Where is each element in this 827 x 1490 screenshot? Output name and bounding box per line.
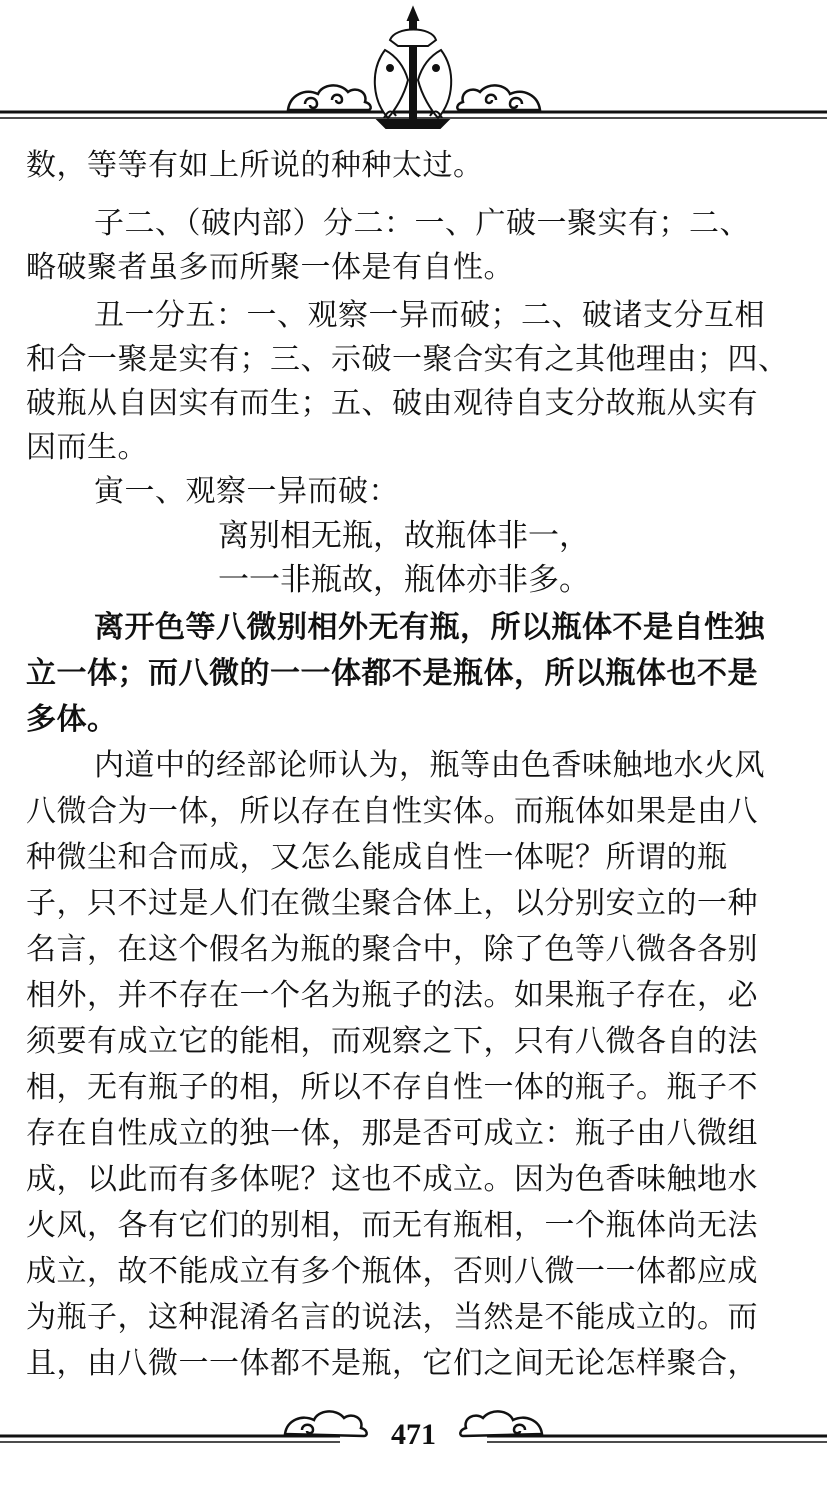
- central-emblem: [375, 8, 451, 128]
- right-cloud-icon: [457, 85, 540, 110]
- section-heading-yin1: 寅一、观察一异而破：: [94, 474, 399, 509]
- body-line: 相，无有瓶子的相，所以不存自性一体的瓶子。瓶子不: [26, 1070, 758, 1105]
- body-line: 相外，并不存在一个名为瓶子的法。如果瓶子存在，必: [26, 978, 758, 1013]
- body-line: 种微尘和合而成，又怎么能成自性一体呢？所谓的瓶: [26, 840, 728, 875]
- body-line: 为瓶子，这种混淆名言的说法，当然是不能成立的。而: [26, 1300, 758, 1335]
- text-line: 破瓶从自因实有而生；五、破由观待自支分故瓶从实有: [26, 386, 758, 421]
- section-heading-chou1: 丑一分五：一、观察一异而破；二、破诸支分互相: [94, 298, 765, 333]
- verse-line: 离别相无瓶，故瓶体非一，: [218, 518, 590, 554]
- body-line: 成，以此而有多体呢？这也不成立。因为色香味触地水: [26, 1162, 758, 1197]
- text-line: 因而生。: [26, 430, 148, 465]
- text-line: 和合一聚是实有；三、示破一聚合实有之其他理由；四、: [26, 342, 789, 377]
- left-cloud-icon: [288, 85, 371, 110]
- section-heading-zi2: 子二、（破内部）分二：一、广破一聚实有；二、: [94, 206, 750, 241]
- commentary-line: 多体。: [26, 702, 118, 737]
- page-number: 471: [391, 1418, 436, 1451]
- body-line: 须要有成立它的能相，而观察之下，只有八微各自的法: [26, 1024, 758, 1059]
- commentary-line: 离开色等八微别相外无有瓶，所以瓶体不是自性独: [94, 610, 765, 645]
- text-line: 略破聚者虽多而所聚一体是有自性。: [26, 250, 514, 285]
- body-line: 存在自性成立的独一体，那是否可成立：瓶子由八微组: [26, 1116, 758, 1151]
- commentary-line: 立一体；而八微的一一体都不是瓶体，所以瓶体也不是: [26, 656, 758, 691]
- body-line: 八微合为一体，所以存在自性实体。而瓶体如果是由八: [26, 794, 758, 829]
- body-line: 名言，在这个假名为瓶的聚合中，除了色等八微各各别: [26, 932, 758, 967]
- header-emblem-icon: [0, 0, 827, 135]
- body-line: 内道中的经部论师认为，瓶等由色香味触地水火风: [94, 748, 765, 783]
- verse-line: 一一非瓶故，瓶体亦非多。: [218, 562, 590, 598]
- header-ornament: [0, 0, 827, 135]
- body-line: 且，由八微一一体都不是瓶，它们之间无论怎样聚合，: [26, 1346, 758, 1381]
- text-line: 数，等等有如上所说的种种太过。: [26, 148, 484, 183]
- body-line: 成立，故不能成立有多个瓶体，否则八微一一体都应成: [26, 1254, 758, 1289]
- body-line: 火风，各有它们的别相，而无有瓶相，一个瓶体尚无法: [26, 1208, 758, 1243]
- body-line: 子，只不过是人们在微尘聚合体上，以分别安立的一种: [26, 886, 758, 921]
